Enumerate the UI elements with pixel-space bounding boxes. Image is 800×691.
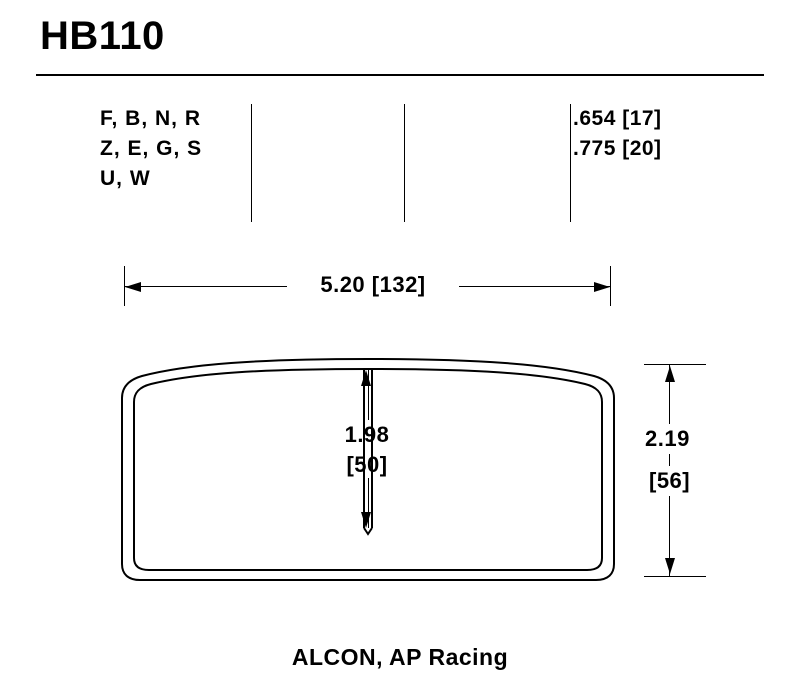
width-arrow-right-icon	[594, 282, 610, 292]
title-divider	[36, 74, 764, 76]
height-dimension-label-in: 2.19	[641, 424, 694, 454]
height-extension-top	[644, 364, 706, 365]
column-tick-1	[251, 104, 252, 222]
notch-dimension-label-in: 1.98	[307, 422, 427, 448]
notch-dimension-label-mm: [50]	[307, 452, 427, 478]
page-title: HB110	[40, 14, 165, 58]
compound-code-row-2: Z, E, G, S	[100, 137, 203, 160]
thickness-list	[573, 104, 713, 164]
brake-pad-outline	[108, 358, 628, 588]
height-extension-bottom	[644, 576, 706, 577]
height-arrow-down-icon	[665, 558, 675, 574]
width-dimension-label: 5.20 [132]	[287, 272, 459, 298]
column-tick-2	[404, 104, 405, 222]
thickness-row-2: .775 [20]	[573, 137, 662, 160]
height-arrow-up-icon	[665, 366, 675, 382]
width-arrow-left-icon	[125, 282, 141, 292]
compound-code-list	[100, 104, 202, 194]
thickness-row-1: .654 [17]	[573, 107, 662, 130]
compound-code-row-1: F, B, N, R	[100, 107, 202, 130]
compound-code-row-3: U, W	[100, 167, 151, 190]
height-dimension-label-mm: [56]	[645, 466, 694, 496]
application-label: ALCON, AP Racing	[291, 644, 509, 670]
column-tick-3	[570, 104, 571, 222]
